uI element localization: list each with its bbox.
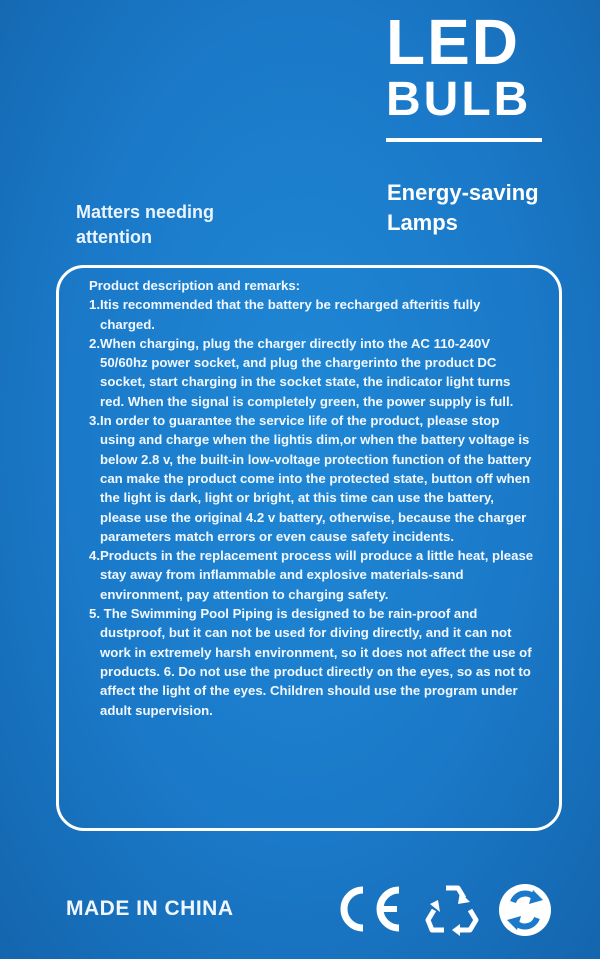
- product-subtitle: [387, 178, 539, 238]
- description-text: [89, 276, 534, 720]
- subtitle-line1: Energy-saving: [387, 180, 539, 205]
- title-led: LED: [386, 6, 520, 78]
- product-title: [386, 6, 556, 142]
- description-item: 1.Itis recommended that the battery be recharged afteritis fully charged.: [89, 297, 481, 332]
- green-dot-icon: [497, 878, 553, 940]
- made-in-china-label: MADE IN CHINA: [66, 897, 234, 920]
- notice-heading-line2: attention: [76, 227, 152, 247]
- recycle-icon: [424, 880, 480, 936]
- description-heading: Product description and remarks:: [89, 278, 301, 293]
- description-item: 4.Products in the replacement process will produce a little heat, please stay away from inflammable and explosive materials-sand environment, pay attention to charging safety.: [89, 548, 534, 602]
- description-item: 3.In order to guarantee the service life of the product, please stop using and charge when the lightis dim,or when the battery voltage is below 2.8 v, the built-in low-voltage protection function of the battery can make the product come into the protected state, button off when the light is dark, light or bright, at this time can use the battery, please use the original 4.2 v battery, otherwise, because the charger parameters match errors or even cause safety incidents.: [89, 413, 532, 544]
- subtitle-line2: Lamps: [387, 210, 458, 235]
- description-item: 2.When charging, plug the charger directly into the AC 110-240V 50/60hz power socket, and plug the chargerinto the product DC socket, start charging in the socket state, the indicator light turns red. When the signal is completely green, the power supply is full.: [89, 335, 514, 409]
- notice-heading-line1: Matters needing: [76, 202, 215, 222]
- notice-heading: [76, 200, 214, 250]
- title-bulb: BULB: [386, 73, 532, 126]
- ce-mark-icon: [333, 880, 405, 938]
- description-item: 5. The Swimming Pool Piping is designed to be rain-proof and dustproof, but it can not be used for diving directly, and it can not work in extremely harsh environment, so it does not affect the use of products. 6. Do not use the product directly on the eyes, so as not to affect the light of the eyes. Children should use the program under adult supervision.: [89, 606, 532, 718]
- title-divider: [386, 138, 542, 142]
